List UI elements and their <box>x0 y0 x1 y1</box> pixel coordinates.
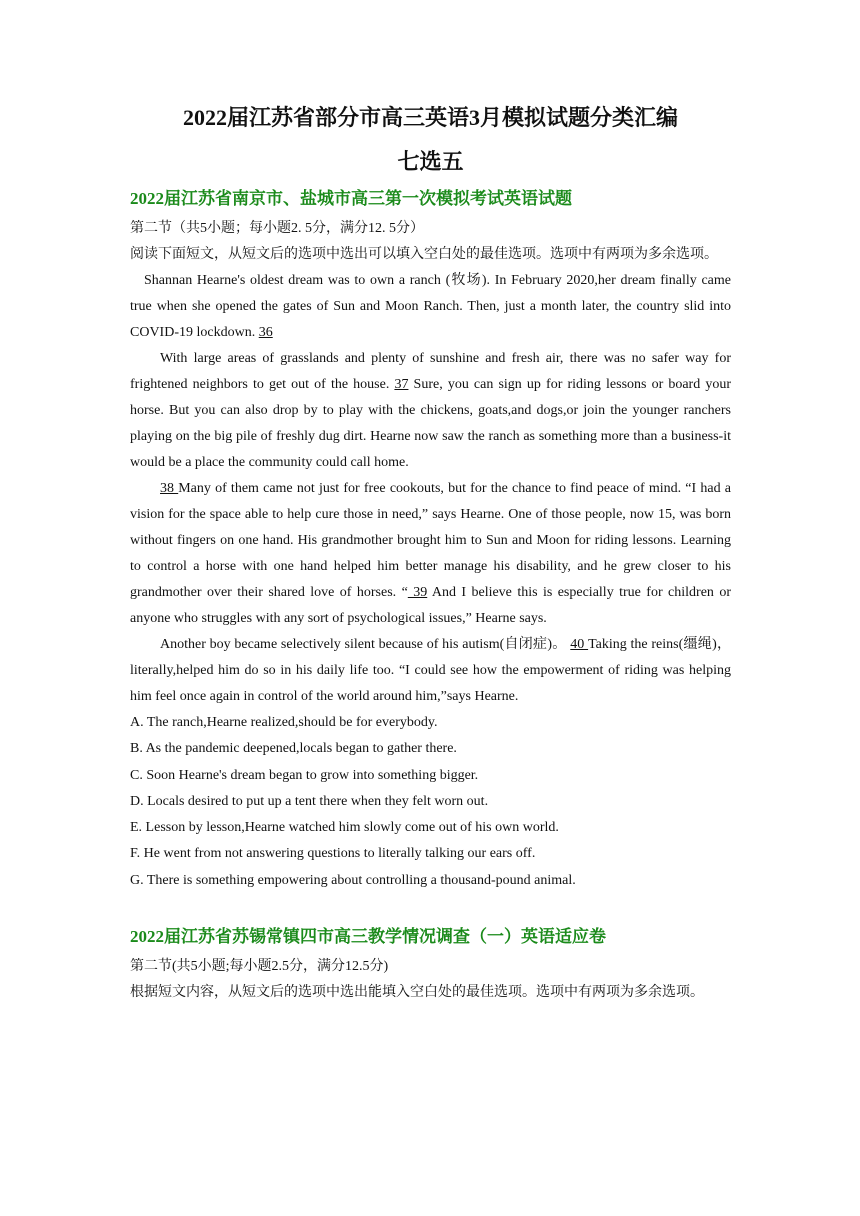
option-d: D. Locals desired to put up a tent there when they felt worn out. <box>130 793 489 809</box>
section-meta: 第二节（共5小题；每小题2. 5分，满分12. 5分） <box>130 221 424 236</box>
section-nanjing-yancheng <box>130 188 731 894</box>
section-title: 2022届江苏省南京市、盐城市高三第一次模拟考试英语试题 <box>130 189 572 208</box>
paragraph-text: Taking the reins(缰绳)， literally,helped him do so in his daily life too. “I could see how the empowerment of riding was helping him feel once again in control of the world around him,”says Hearne. <box>130 637 732 704</box>
option-g: G. There is something empowering about controlling a thousand-pound animal. <box>130 872 576 888</box>
paragraph-text: Shannan Hearne's oldest dream was to own a ranch (牧场). In February 2020,her dream finally came true when she opened the gates of Sun and Moon Ranch. Then, just a month later, the country slid into COVID-19 lockdown. <box>130 273 731 340</box>
option-b: B. As the pandemic deepened,locals began to gather there. <box>130 741 457 757</box>
passage-paragraph-4 <box>130 632 731 710</box>
options-list <box>130 710 731 894</box>
option-f: F. He went from not answering questions to literally talking our ears off. <box>130 846 536 862</box>
passage-paragraph-2 <box>130 346 731 476</box>
option-c: C. Soon Hearne's dream began to grow into something bigger. <box>130 767 479 783</box>
section-title: 2022届江苏省苏锡常镇四市高三教学情况调查（一）英语适应卷 <box>130 927 606 947</box>
option-e: E. Lesson by lesson,Hearne watched him slowly come out of his own world. <box>130 820 559 836</box>
document-page <box>130 100 731 1006</box>
paragraph-text: Sure, you can sign up for riding lessons or board your horse. But you can also drop by to play with the chickens, goats,and dogs,or join the younger ranchers playing on the big pile of freshly dug dirt. Hearne now saw the ranch as something more than a business-it would be a place the community could call home. <box>130 377 731 470</box>
paragraph-text: Many of them came not just for free cookouts, but for the chance to find peace of mind. “I had a vision for the space able to help cure those in need,” says Hearne. One of those people, now 15, was born without fingers on one hand. His grandmother brought him to Sun and Moon for riding lessons. Learning to control a horse with one hand helped him better manage his disability, and he grew closer to his grandmother over their shared love of horses. “ <box>130 481 731 600</box>
section-suxichangzhen <box>130 926 731 1006</box>
passage-paragraph-3 <box>130 476 731 632</box>
paragraph-text: With large areas of grasslands and plenty of sunshine and fresh air, there was no safer way for frightened neighbors to get out of the house. <box>130 351 731 392</box>
section-spacer <box>130 894 731 926</box>
blank-36: 36 <box>258 325 273 340</box>
blank-39: 39 <box>407 585 428 600</box>
option-a: A. The ranch,Hearne realized,should be for everybody. <box>130 715 438 730</box>
document-subtitle: 七选五 <box>397 149 464 174</box>
blank-40: 40 <box>570 637 589 652</box>
document-title: 2022届江苏省部分市高三英语3月模拟试题分类汇编 <box>182 105 678 130</box>
blank-38: 38 <box>160 481 179 496</box>
section-meta: 第二节(共5小题;每小题2.5分，满分12.5分) <box>130 959 389 975</box>
section-instruction: 根据短文内容，从短文后的选项中选出能填入空白处的最佳选项。选项中有两项为多余选项。 <box>130 985 704 1001</box>
paragraph-text: Another boy became selectively silent because of his autism(自闭症)。 <box>160 637 571 652</box>
section-instruction: 阅读下面短文，从短文后的选项中选出可以填入空白处的最佳选项。选项中有两项为多余选项。 <box>130 247 718 262</box>
blank-37: 37 <box>394 377 409 392</box>
passage-paragraph-1 <box>130 268 731 346</box>
paragraph-text: And I believe this is especially true for children or anyone who struggles with any sort of psychological issues,” Hearne says. <box>130 585 731 626</box>
